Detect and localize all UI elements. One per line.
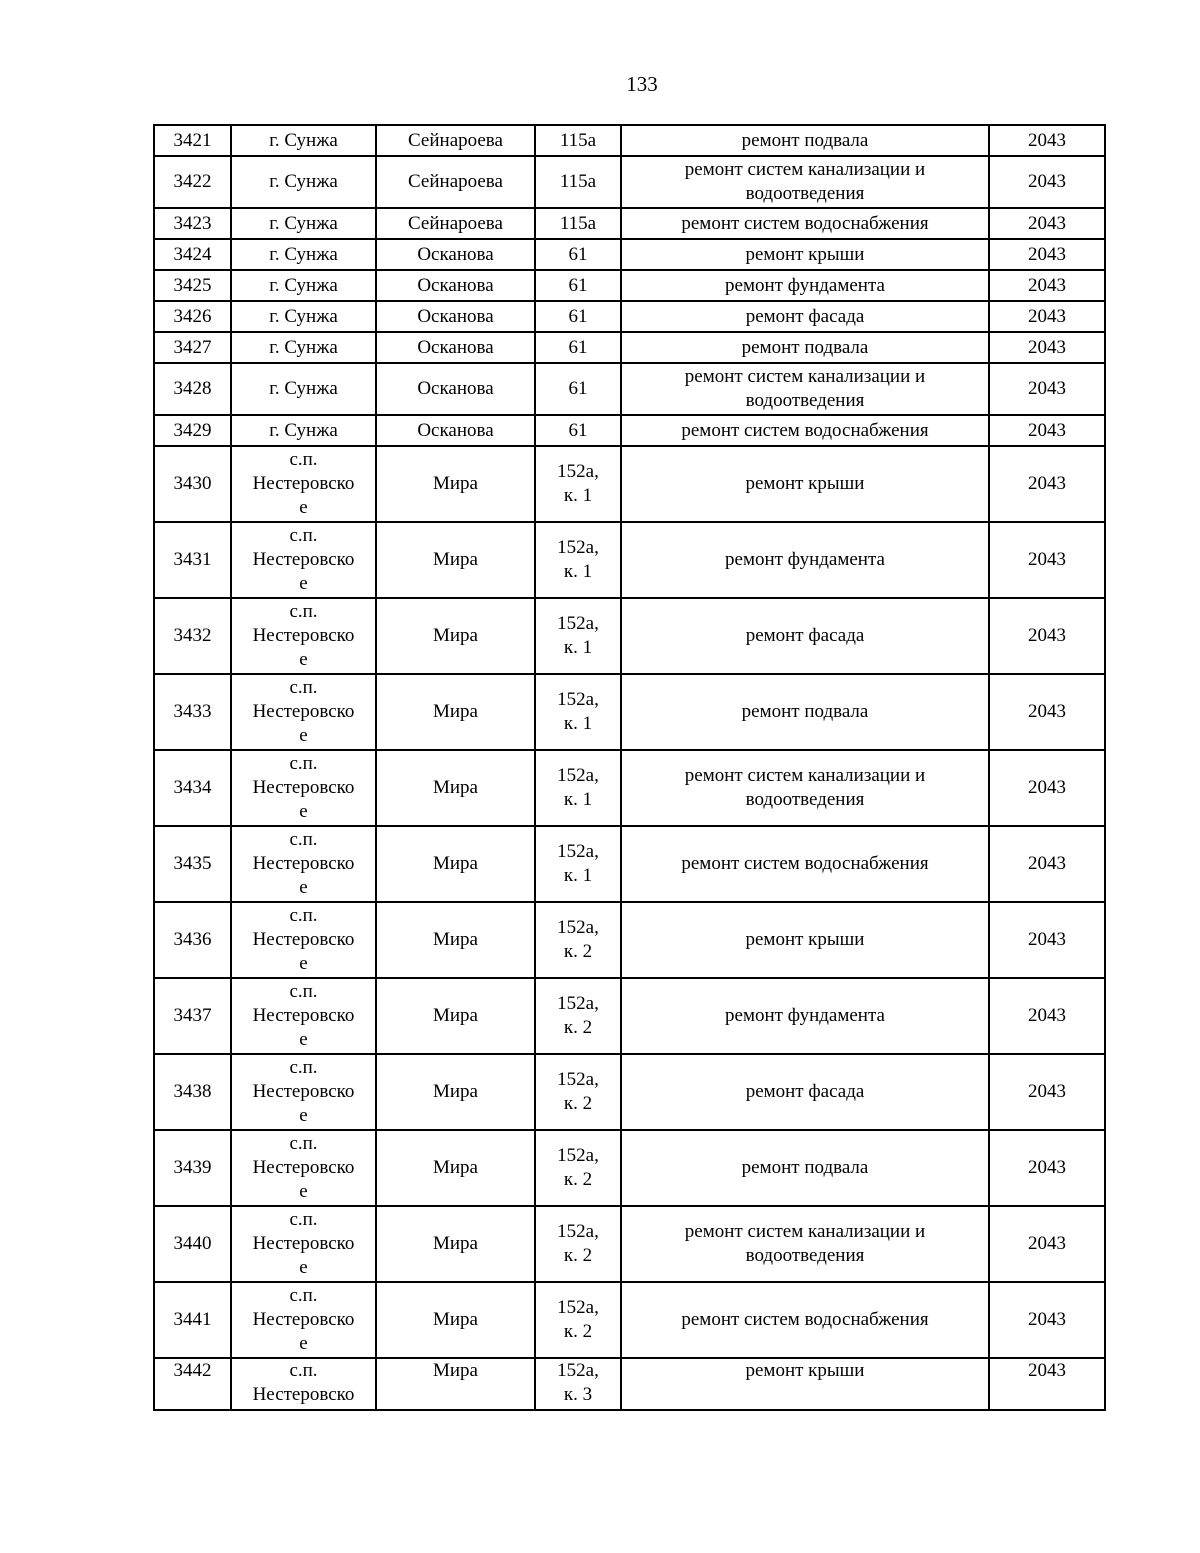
row-number-cell-text: 3440 (173, 1233, 212, 1254)
settlement-cell (231, 363, 376, 415)
street-cell (376, 1054, 535, 1130)
row-number-cell (154, 446, 231, 522)
street-cell (376, 1282, 535, 1358)
settlement-cell-text: с.п. Нестеровско е (252, 525, 355, 594)
work-type-cell (621, 826, 989, 902)
year-cell-text: 2043 (1028, 171, 1066, 192)
row-number-cell-text: 3422 (173, 171, 212, 192)
house-cell-text: 152а, к. 1 (557, 613, 599, 658)
year-cell-text: 2043 (1028, 1081, 1066, 1102)
table-row (154, 446, 1105, 522)
street-cell-text: Мира (433, 1233, 478, 1254)
registry-table (153, 124, 1106, 1411)
row-number-cell (154, 332, 231, 363)
street-cell (376, 1130, 535, 1206)
house-cell (535, 1282, 621, 1358)
year-cell (989, 978, 1105, 1054)
row-number-cell (154, 522, 231, 598)
street-cell (376, 750, 535, 826)
year-cell (989, 598, 1105, 674)
year-cell (989, 750, 1105, 826)
work-type-cell (621, 674, 989, 750)
work-type-cell (621, 902, 989, 978)
row-number-cell-text: 3428 (173, 378, 212, 399)
house-cell (535, 446, 621, 522)
house-cell-text: 61 (568, 419, 588, 441)
street-cell-text: Мира (433, 1309, 478, 1330)
house-cell-text: 152а, к. 2 (557, 917, 599, 962)
settlement-cell (231, 1054, 376, 1130)
work-type-cell (621, 270, 989, 301)
street-cell (376, 270, 535, 301)
row-number-cell (154, 1206, 231, 1282)
house-cell (535, 125, 621, 156)
settlement-cell (231, 125, 376, 156)
table-row (154, 239, 1105, 270)
settlement-cell (231, 522, 376, 598)
year-cell-text: 2043 (1028, 549, 1066, 570)
page-number: 133 (626, 72, 658, 96)
street-cell-text: Сейнароева (408, 171, 503, 192)
house-cell-text: 152а, к. 1 (557, 461, 599, 506)
settlement-cell (231, 415, 376, 446)
work-type-cell-text: ремонт систем канализации и водоотведения (684, 366, 926, 411)
row-number-cell (154, 239, 231, 270)
house-cell-text: 152а, к. 2 (557, 993, 599, 1038)
work-type-cell-text: ремонт систем водоснабжения (681, 419, 929, 441)
row-number-cell-text: 3437 (173, 1005, 212, 1026)
table-row (154, 301, 1105, 332)
row-number-cell (154, 363, 231, 415)
table-row (154, 363, 1105, 415)
house-cell (535, 1358, 621, 1410)
table-body (154, 125, 1105, 1410)
work-type-cell-text: ремонт систем канализации и водоотведения (684, 765, 926, 810)
settlement-cell-text: г. Сунжа (269, 171, 338, 192)
settlement-cell (231, 1206, 376, 1282)
table-row (154, 208, 1105, 239)
work-type-cell-text: ремонт фундамента (725, 274, 885, 296)
work-type-cell (621, 1282, 989, 1358)
street-cell-text: Мира (433, 1081, 478, 1102)
street-cell-text: Мира (433, 929, 478, 950)
work-type-cell-text: ремонт подвала (741, 701, 869, 722)
table-row (154, 1130, 1105, 1206)
settlement-cell-text: с.п. Нестеровско е (252, 753, 355, 822)
year-cell-text: 2043 (1028, 243, 1066, 265)
row-number-cell (154, 750, 231, 826)
row-number-cell (154, 301, 231, 332)
street-cell-text: Мира (433, 1360, 478, 1381)
street-cell-text: Мира (433, 701, 478, 722)
year-cell-text: 2043 (1028, 625, 1066, 646)
row-number-cell-text: 3436 (173, 929, 212, 950)
street-cell (376, 522, 535, 598)
table-row (154, 826, 1105, 902)
house-cell (535, 301, 621, 332)
work-type-cell (621, 301, 989, 332)
house-cell-text: 115а (559, 171, 597, 192)
work-type-cell-text: ремонт подвала (741, 129, 869, 151)
table-row (154, 978, 1105, 1054)
street-cell-text: Сейнароева (408, 212, 503, 234)
row-number-cell (154, 415, 231, 446)
work-type-cell (621, 239, 989, 270)
settlement-cell-text: с.п. Нестеровско е (252, 905, 355, 974)
house-cell-text: 115а (559, 129, 597, 151)
house-cell (535, 1054, 621, 1130)
house-cell (535, 332, 621, 363)
house-cell (535, 156, 621, 208)
year-cell-text: 2043 (1028, 274, 1066, 296)
work-type-cell-text: ремонт фундамента (725, 549, 885, 570)
work-type-cell (621, 208, 989, 239)
street-cell (376, 1206, 535, 1282)
house-cell-text: 152а, к. 1 (557, 841, 599, 886)
table-row (154, 674, 1105, 750)
street-cell-text: Мира (433, 1005, 478, 1026)
street-cell (376, 826, 535, 902)
work-type-cell (621, 598, 989, 674)
settlement-cell (231, 270, 376, 301)
street-cell (376, 156, 535, 208)
work-type-cell (621, 332, 989, 363)
street-cell-text: Осканова (417, 419, 494, 441)
year-cell (989, 415, 1105, 446)
year-cell-text: 2043 (1028, 853, 1066, 874)
work-type-cell-text: ремонт подвала (741, 336, 869, 358)
year-cell-text: 2043 (1028, 305, 1066, 327)
settlement-cell-text: с.п. Нестеровско е (252, 677, 355, 746)
work-type-cell (621, 750, 989, 826)
settlement-cell-text: г. Сунжа (269, 243, 338, 265)
street-cell-text: Мира (433, 853, 478, 874)
street-cell (376, 978, 535, 1054)
settlement-cell-text: с.п. Нестеровско е (252, 1209, 355, 1278)
row-number-cell-text: 3442 (173, 1360, 212, 1381)
year-cell (989, 826, 1105, 902)
house-cell (535, 363, 621, 415)
row-number-cell-text: 3438 (173, 1081, 212, 1102)
work-type-cell (621, 415, 989, 446)
year-cell-text: 2043 (1028, 378, 1066, 399)
street-cell-text: Мира (433, 1157, 478, 1178)
work-type-cell-text: ремонт систем водоснабжения (681, 1309, 929, 1330)
row-number-cell-text: 3431 (173, 549, 212, 570)
work-type-cell (621, 156, 989, 208)
year-cell-text: 2043 (1028, 419, 1066, 441)
street-cell (376, 363, 535, 415)
table-row (154, 1282, 1105, 1358)
table-row (154, 332, 1105, 363)
house-cell-text: 61 (568, 336, 588, 358)
settlement-cell (231, 1358, 376, 1410)
street-cell (376, 598, 535, 674)
work-type-cell (621, 1206, 989, 1282)
settlement-cell (231, 598, 376, 674)
work-type-cell-text: ремонт подвала (741, 1157, 869, 1178)
row-number-cell-text: 3441 (173, 1309, 212, 1330)
row-number-cell-text: 3432 (173, 625, 212, 646)
row-number-cell (154, 270, 231, 301)
work-type-cell (621, 1130, 989, 1206)
row-number-cell (154, 674, 231, 750)
row-number-cell (154, 125, 231, 156)
settlement-cell-text: с.п. Нестеровско е (252, 981, 355, 1050)
settlement-cell (231, 826, 376, 902)
street-cell-text: Мира (433, 473, 478, 494)
settlement-cell (231, 301, 376, 332)
work-type-cell-text: ремонт фасада (745, 305, 865, 327)
settlement-cell-text: г. Сунжа (269, 274, 338, 296)
year-cell (989, 1282, 1105, 1358)
street-cell-text: Осканова (417, 378, 494, 399)
house-cell-text: 152а, к. 1 (557, 689, 599, 734)
work-type-cell-text: ремонт систем водоснабжения (681, 212, 929, 234)
settlement-cell-text: г. Сунжа (269, 212, 338, 234)
row-number-cell-text: 3423 (173, 212, 212, 234)
house-cell (535, 1206, 621, 1282)
table-row (154, 598, 1105, 674)
row-number-cell-text: 3433 (173, 701, 212, 722)
row-number-cell (154, 156, 231, 208)
table-row (154, 125, 1105, 156)
year-cell (989, 446, 1105, 522)
table-row (154, 750, 1105, 826)
settlement-cell-text: г. Сунжа (269, 336, 338, 358)
street-cell-text: Мира (433, 549, 478, 570)
row-number-cell-text: 3435 (173, 853, 212, 874)
settlement-cell (231, 332, 376, 363)
street-cell (376, 902, 535, 978)
street-cell (376, 446, 535, 522)
settlement-cell-text: г. Сунжа (269, 305, 338, 327)
house-cell (535, 208, 621, 239)
year-cell-text: 2043 (1028, 1157, 1066, 1178)
year-cell (989, 674, 1105, 750)
work-type-cell-text: ремонт крыши (745, 929, 865, 950)
house-cell-text: 152а, к. 2 (557, 1297, 599, 1342)
year-cell (989, 156, 1105, 208)
settlement-cell-text: с.п. Нестеровско е (252, 601, 355, 670)
house-cell (535, 415, 621, 446)
street-cell (376, 208, 535, 239)
house-cell-text: 152а, к. 2 (557, 1221, 599, 1266)
year-cell (989, 1054, 1105, 1130)
settlement-cell-text: с.п. Нестеровско е (252, 1285, 355, 1354)
table-row (154, 902, 1105, 978)
house-cell-text: 152а, к. 1 (557, 537, 599, 582)
settlement-cell (231, 674, 376, 750)
year-cell-text: 2043 (1028, 473, 1066, 494)
year-cell-text: 2043 (1028, 777, 1066, 798)
row-number-cell-text: 3439 (173, 1157, 212, 1178)
settlement-cell-text: с.п. Нестеровско е (252, 1057, 355, 1126)
street-cell-text: Сейнароева (408, 129, 503, 151)
work-type-cell-text: ремонт фундамента (725, 1005, 885, 1026)
house-cell-text: 61 (568, 274, 588, 296)
row-number-cell (154, 978, 231, 1054)
settlement-cell (231, 156, 376, 208)
house-cell-text: 152а, к. 2 (557, 1145, 599, 1190)
year-cell-text: 2043 (1028, 1309, 1066, 1330)
table-row (154, 1054, 1105, 1130)
house-cell (535, 902, 621, 978)
row-number-cell (154, 598, 231, 674)
house-cell-text: 115а (559, 212, 597, 234)
year-cell-text: 2043 (1028, 336, 1066, 358)
year-cell (989, 1130, 1105, 1206)
street-cell-text: Осканова (417, 336, 494, 358)
work-type-cell-text: ремонт фасада (745, 625, 865, 646)
work-type-cell (621, 446, 989, 522)
settlement-cell-text: г. Сунжа (269, 378, 338, 399)
work-type-cell (621, 522, 989, 598)
house-cell (535, 598, 621, 674)
year-cell (989, 208, 1105, 239)
street-cell-text: Мира (433, 777, 478, 798)
table-row (154, 522, 1105, 598)
year-cell (989, 363, 1105, 415)
house-cell (535, 674, 621, 750)
street-cell (376, 332, 535, 363)
street-cell-text: Осканова (417, 274, 494, 296)
table-row (154, 415, 1105, 446)
year-cell (989, 125, 1105, 156)
row-number-cell (154, 208, 231, 239)
row-number-cell (154, 1282, 231, 1358)
settlement-cell (231, 208, 376, 239)
year-cell-text: 2043 (1028, 1233, 1066, 1254)
year-cell (989, 1206, 1105, 1282)
house-cell-text: 152а, к. 2 (557, 1069, 599, 1114)
settlement-cell-text: с.п. Нестеровско (252, 1360, 355, 1405)
row-number-cell-text: 3426 (173, 305, 212, 327)
street-cell-text: Мира (433, 625, 478, 646)
row-number-cell-text: 3421 (173, 129, 212, 151)
year-cell (989, 1358, 1105, 1410)
work-type-cell-text: ремонт систем канализации и водоотведения (684, 159, 926, 204)
row-number-cell (154, 1054, 231, 1130)
row-number-cell-text: 3424 (173, 243, 212, 265)
settlement-cell (231, 750, 376, 826)
settlement-cell (231, 978, 376, 1054)
work-type-cell (621, 363, 989, 415)
year-cell-text: 2043 (1028, 129, 1066, 151)
settlement-cell (231, 239, 376, 270)
work-type-cell (621, 978, 989, 1054)
table-row (154, 156, 1105, 208)
settlement-cell (231, 446, 376, 522)
house-cell (535, 978, 621, 1054)
year-cell (989, 902, 1105, 978)
year-cell (989, 301, 1105, 332)
work-type-cell-text: ремонт крыши (745, 243, 865, 265)
year-cell-text: 2043 (1028, 929, 1066, 950)
house-cell-text: 152а, к. 1 (557, 765, 599, 810)
street-cell (376, 674, 535, 750)
row-number-cell (154, 1130, 231, 1206)
house-cell-text: 61 (568, 243, 588, 265)
table-row (154, 270, 1105, 301)
settlement-cell-text: с.п. Нестеровско е (252, 449, 355, 518)
work-type-cell-text: ремонт крыши (745, 473, 865, 494)
work-type-cell (621, 1358, 989, 1410)
house-cell (535, 1130, 621, 1206)
work-type-cell (621, 125, 989, 156)
year-cell-text: 2043 (1028, 212, 1066, 234)
house-cell-text: 61 (568, 305, 588, 327)
year-cell-text: 2043 (1028, 701, 1066, 722)
row-number-cell-text: 3430 (173, 473, 212, 494)
year-cell (989, 270, 1105, 301)
year-cell (989, 239, 1105, 270)
row-number-cell (154, 1358, 231, 1410)
settlement-cell-text: г. Сунжа (269, 129, 338, 151)
house-cell-text: 61 (568, 378, 588, 399)
settlement-cell-text: с.п. Нестеровско е (252, 1133, 355, 1202)
table-row (154, 1358, 1105, 1410)
settlement-cell (231, 1282, 376, 1358)
row-number-cell (154, 826, 231, 902)
work-type-cell-text: ремонт фасада (745, 1081, 865, 1102)
row-number-cell-text: 3425 (173, 274, 212, 296)
row-number-cell-text: 3427 (173, 336, 212, 358)
settlement-cell-text: с.п. Нестеровско е (252, 829, 355, 898)
street-cell-text: Осканова (417, 305, 494, 327)
table-row (154, 1206, 1105, 1282)
row-number-cell-text: 3434 (173, 777, 212, 798)
street-cell (376, 301, 535, 332)
settlement-cell-text: г. Сунжа (269, 419, 338, 441)
house-cell (535, 750, 621, 826)
row-number-cell-text: 3429 (173, 419, 212, 441)
year-cell (989, 332, 1105, 363)
work-type-cell-text: ремонт крыши (745, 1360, 865, 1381)
year-cell-text: 2043 (1028, 1360, 1066, 1381)
row-number-cell (154, 902, 231, 978)
street-cell (376, 239, 535, 270)
house-cell-text: 152а, к. 3 (557, 1360, 599, 1405)
street-cell (376, 125, 535, 156)
year-cell (989, 522, 1105, 598)
house-cell (535, 270, 621, 301)
house-cell (535, 522, 621, 598)
work-type-cell-text: ремонт систем водоснабжения (681, 853, 929, 874)
work-type-cell (621, 1054, 989, 1130)
house-cell (535, 239, 621, 270)
year-cell-text: 2043 (1028, 1005, 1066, 1026)
work-type-cell-text: ремонт систем канализации и водоотведения (684, 1221, 926, 1266)
house-cell (535, 826, 621, 902)
street-cell (376, 1358, 535, 1410)
settlement-cell (231, 902, 376, 978)
settlement-cell (231, 1130, 376, 1206)
street-cell (376, 415, 535, 446)
street-cell-text: Осканова (417, 243, 494, 265)
